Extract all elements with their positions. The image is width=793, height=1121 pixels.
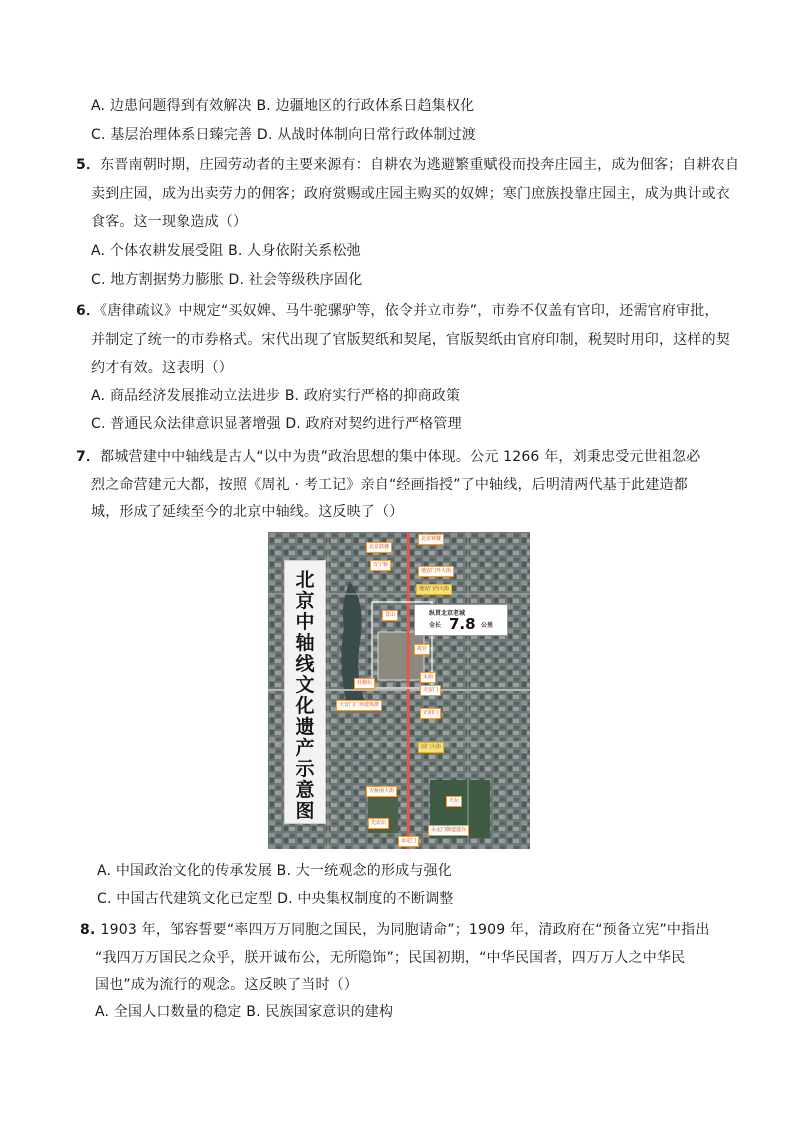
map-label: 天安门 (420, 685, 441, 696)
length-callout: 纵贯北京老城 全长 7.8 公里 (414, 604, 508, 636)
map-title: 北 京 中 轴 线 文 化 遗 产 示 意 图 (284, 560, 326, 824)
map-label: 故宫 (414, 644, 430, 655)
question-stem: 都城营建中中轴线是古人“以中为贵”政治思想的集中体现。公元 1266 年，刘秉忠受元世祖忽必 (100, 449, 701, 465)
option-line: C. 中国古代建筑文化已定型 D. 中央集权制度的不断调整 (97, 891, 454, 907)
map-label: 北京鼓楼 (366, 542, 392, 553)
map-label: 正阳门 (420, 708, 441, 719)
map-label: 地安门外大街 (418, 566, 454, 577)
q4-option-ab: A. 边患问题得到有效解决 B. 边疆地区的行政体系日趋集权化 (91, 98, 475, 114)
question-number: 7． (76, 449, 101, 465)
q4-option-cd: C. 基层治理体系日臻完善 D. 从战时体制向日常行政体制过渡 (91, 127, 477, 143)
map-label: 前门大街 (418, 742, 444, 753)
option-line: A. 商品经济发展推动立法进步 B. 政府实行严格的抑商政策 (91, 388, 461, 404)
map-label: 天安门广场建筑群 (336, 700, 382, 711)
map-label: 北京钟楼 (418, 534, 444, 545)
option-line: C. 普通民众法律意识显著增强 D. 政府对契约进行严格管理 (91, 416, 462, 432)
beijing-axis-map (268, 532, 530, 849)
option-line: A. 全国人口数量的稳定 B. 民族国家意识的建构 (95, 1004, 394, 1020)
map-label: 永定门御道遗存 (428, 825, 469, 836)
option-line: A. 中国政治文化的传承发展 B. 大一统观念的形成与强化 (97, 863, 452, 879)
option-line: C. 地方割据势力膨胀 D. 社会等级秩序固化 (91, 272, 363, 288)
question-number: 8. (80, 922, 101, 938)
question-stem: 烈之命营建元大都，按照《周礼 · 考工记》亲自“经画指授”了中轴线，后明清两代基于此建造都 (91, 477, 688, 493)
question-stem: 国也”成为流行的观念。这反映了当时（） (95, 977, 359, 993)
map-label: 万宁桥 (370, 560, 391, 571)
question-stem: 卖到庄园，成为出卖劳力的佣客；政府赏赐或庄园主购买的奴婢；寒门庶族投靠庄园主，成为典计或衣 (91, 186, 730, 202)
question-stem: “我四万万国民之众乎，朕开诚布公，无所隐饰”；民国初期，“中华民国者，四万万人之中华民 (95, 950, 686, 966)
map-label: 景山 (382, 610, 398, 621)
question-stem: 1903 年，邹容誓要“率四万万同胞之国民，为同胞请命”；1909 年，清政府在“预备立宪”中指出 (100, 922, 710, 938)
map-label: 社稷坛 (354, 678, 375, 689)
question-stem: 并制定了统一的市券格式。宋代出现了官版契纸和契尾，官版契纸由官府印制，税契时用印，这样的契 (91, 332, 730, 348)
map-label: 永定门 (398, 836, 419, 847)
question-stem: 约才有效。这表明（） (91, 360, 233, 376)
question-stem: 城，形成了延续至今的北京中轴线。这反映了（） (91, 504, 404, 520)
map-label: 先农坛 (368, 818, 389, 829)
question-stem: 《唐律疏议》中规定“买奴婢、马牛驼骡驴等，依令并立市券”，市券不仅盖有官印，还需官府审批， (100, 303, 719, 319)
question-number: 5． (76, 157, 101, 173)
question-stem: 东晋南朝时期，庄园劳动者的主要来源有：自耕农为逃避繁重赋役而投奔庄园主，成为佃客；自耕农自 (100, 157, 740, 173)
question-stem: 食客。这一现象造成（） (91, 214, 248, 230)
map-label: 地安门内大街 (416, 584, 452, 595)
option-line: A. 个体农耕发展受阻 B. 人身依附关系松弛 (91, 243, 361, 259)
map-label: 天坛 (446, 796, 462, 807)
question-number: 6． (76, 303, 101, 319)
map-label: 天桥南大街 (366, 786, 397, 797)
map-label: 太庙 (420, 672, 436, 683)
